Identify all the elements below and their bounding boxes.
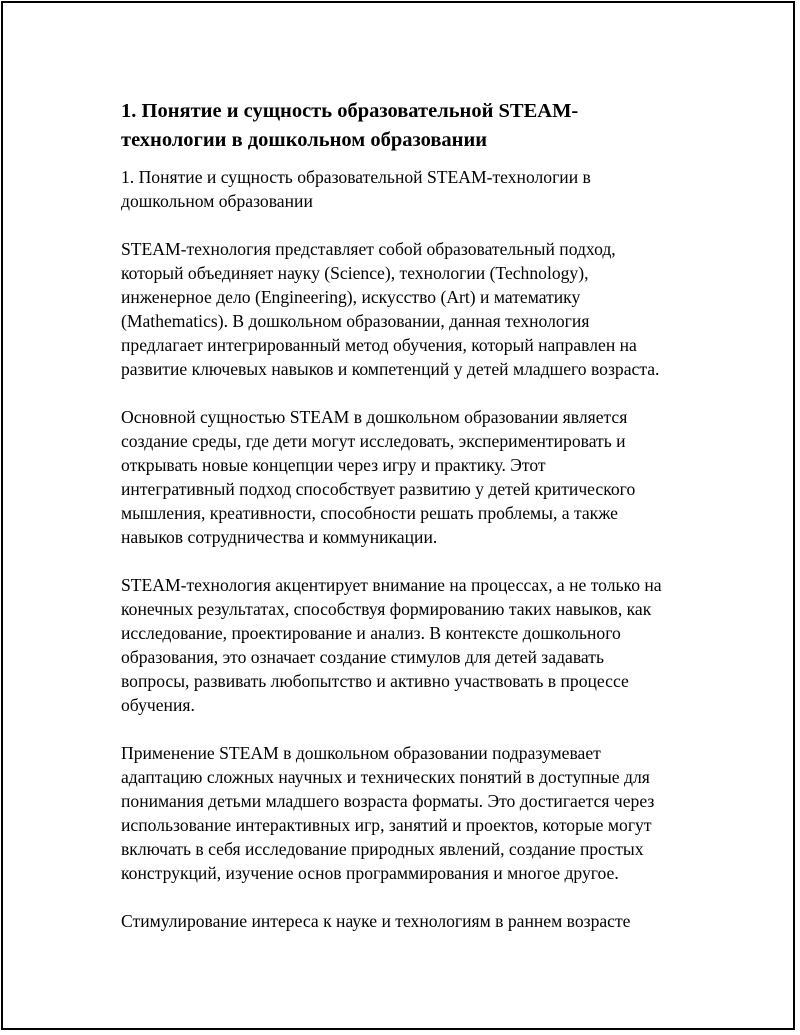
paragraph-application: Применение STEAM в дошкольном образовании подразумевает адаптацию сложных научных и технических понятий в доступные для понимания детьми младшего возраста форматы. Это достигается через использование интерактивных игр, занятий и проектов, которые могут включать в себя исследование природных явлений, создание простых конструкций, изучение основ программирования и многое другое.	[121, 743, 655, 883]
paragraph-essence: Основной сущностью STEAM в дошкольном образовании является создание среды, где дети могут исследовать, экспериментировать и открывать новые концепции через игру и практику. Этот интегративный подход способствует развитию у детей критического мышления, креативности, способности решать проблемы, а также навыков сотрудничества и коммуникации.	[121, 407, 636, 547]
section-heading: 1. Понятие и сущность образовательной STEAM- технологии в дошкольном образовании	[121, 100, 579, 151]
paragraph-definition: STEAM-технология представляет собой образовательный подход, который объединяет науку (Science), технологии (Technology), инженерное дело (Engineering), искусство (Art) и математику (Mathematics). В дошкольном образовании, данная технология предлагает интегрированный метод обучения, который направлен на развитие ключевых навыков и компетенций у детей младшего возраста.	[121, 239, 660, 379]
paragraph-process-focus: STEAM-технология акцентирует внимание на процессах, а не только на конечных результатах, способствуя формированию таких навыков, как исследование, проектирование и анализ. В контексте дошкольного образования, это означает создание стимулов для детей задавать вопросы, развивать любопытство и активно участвовать в процессе обучения.	[121, 575, 662, 715]
document-body	[121, 97, 701, 957]
paragraph-title-repeat: 1. Понятие и сущность образовательной STEAM-технологии в дошкольном образовании	[121, 167, 591, 211]
paragraph-stimulation: Стимулирование интереса к науке и технологиям в раннем возрасте	[121, 911, 631, 931]
page-frame	[1, 1, 795, 1030]
